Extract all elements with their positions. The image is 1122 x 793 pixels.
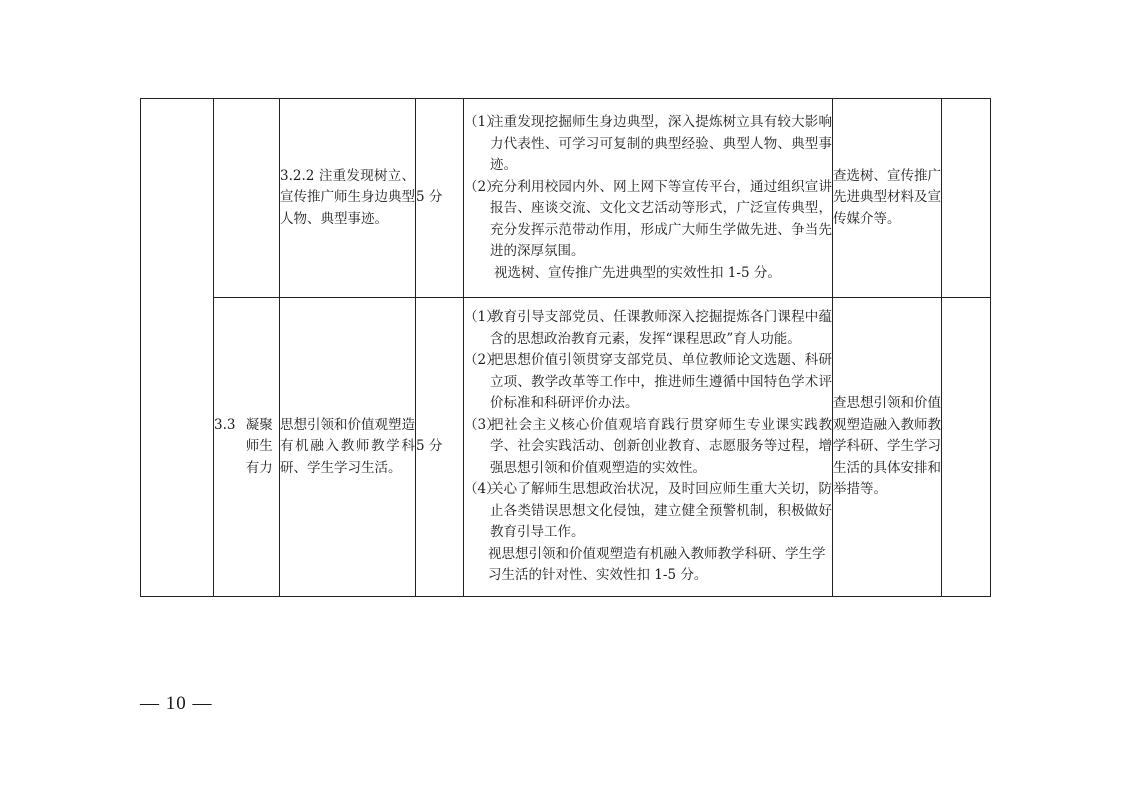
requirement-item — [464, 177, 832, 263]
table-row — [141, 298, 991, 597]
score-cell — [416, 298, 464, 597]
requirement-number: （4） — [464, 481, 500, 498]
deduction-note: 视选树、宣传推广先进典型的实效性扣 1-5 分。 — [494, 264, 781, 281]
sub-category-name: 凝聚师生有力 — [245, 416, 273, 476]
method-cell — [833, 99, 942, 298]
requirement-text: 关心了解师生思想政治状况，及时回应师生重大关切，防止各类错误思想文化侵蚀，建立健全预警机制，积极做好教育引导工作。 — [490, 481, 832, 541]
method-cell — [833, 298, 942, 597]
table-row — [141, 99, 991, 298]
item-cell — [280, 99, 416, 298]
score-text: 5 分 — [416, 438, 443, 455]
requirement-number: （2） — [464, 178, 500, 195]
requirement-text: 把社会主义核心价值观培育践行贯穿师生专业课实践教学、社会实践活动、创新创业教育、志愿服务等过程，增强思想引领和价值观塑造的实效性。 — [490, 416, 832, 476]
sub-category-code: 3.3 — [214, 416, 236, 433]
score-cell — [416, 99, 464, 298]
requirement-number: （3） — [464, 416, 500, 433]
requirement-item — [464, 350, 832, 415]
requirement-item — [464, 415, 832, 480]
remark-cell — [942, 298, 991, 597]
item-text: 思想引领和价值观塑造有机融入教师教学科研、学生学习生活。 — [280, 416, 415, 476]
requirement-number: （2） — [464, 352, 500, 369]
item-cell — [280, 298, 416, 597]
requirement-text: 把思想价值引领贯穿支部党员、单位教师论文选题、科研立项、教学改革等工作中，推进师生遵循中国特色学术评价标准和科研评价办法。 — [490, 352, 832, 412]
requirement-item — [464, 307, 832, 350]
requirement-text: 充分利用校园内外、网上网下等宣传平台，通过组织宣讲报告、座谈交流、文化文艺活动等形式，广泛宣传典型，充分发挥示范带动作用，形成广大师生学做先进、争当先进的深厚氛围。 — [490, 178, 832, 259]
score-text: 5 分 — [416, 189, 443, 206]
requirements-cell — [464, 298, 833, 597]
requirement-number: （1） — [464, 114, 500, 130]
requirement-text: 注重发现挖掘师生身边典型，深入提炼树立具有较大影响力代表性、可学习可复制的典型经验、典型人物、典型事迹。 — [490, 114, 832, 173]
deduction-note: 视思想引领和价值观塑造有机融入教师教学科研、学生学习生活的针对性、实效性扣 1-5 分。 — [488, 545, 826, 584]
method-text: 查选树、宣传推广先进典型材料及宣传媒介等。 — [833, 167, 941, 227]
category-cell — [141, 99, 214, 597]
requirement-number: （1） — [464, 309, 500, 326]
sub-category-cell — [214, 99, 280, 298]
evaluation-table — [140, 98, 991, 597]
sub-category-cell — [214, 298, 280, 597]
requirements-cell — [464, 99, 833, 298]
page-number: — 10 — — [140, 693, 213, 714]
item-text: 3.2.2 注重发现树立、宣传推广师生身边典型人物、典型事迹。 — [280, 167, 415, 227]
method-text: 查思想引领和价值观塑造融入教师教学科研、学生学习生活的具体安排和举措等。 — [833, 395, 941, 498]
remark-cell — [942, 99, 991, 298]
requirement-text: 教育引导支部党员、任课教师深入挖掘提炼各门课程中蕴含的思想政治教育元素，发挥“课程思政”育人功能。 — [490, 309, 832, 347]
requirement-item — [464, 479, 832, 544]
requirement-item — [464, 112, 832, 177]
